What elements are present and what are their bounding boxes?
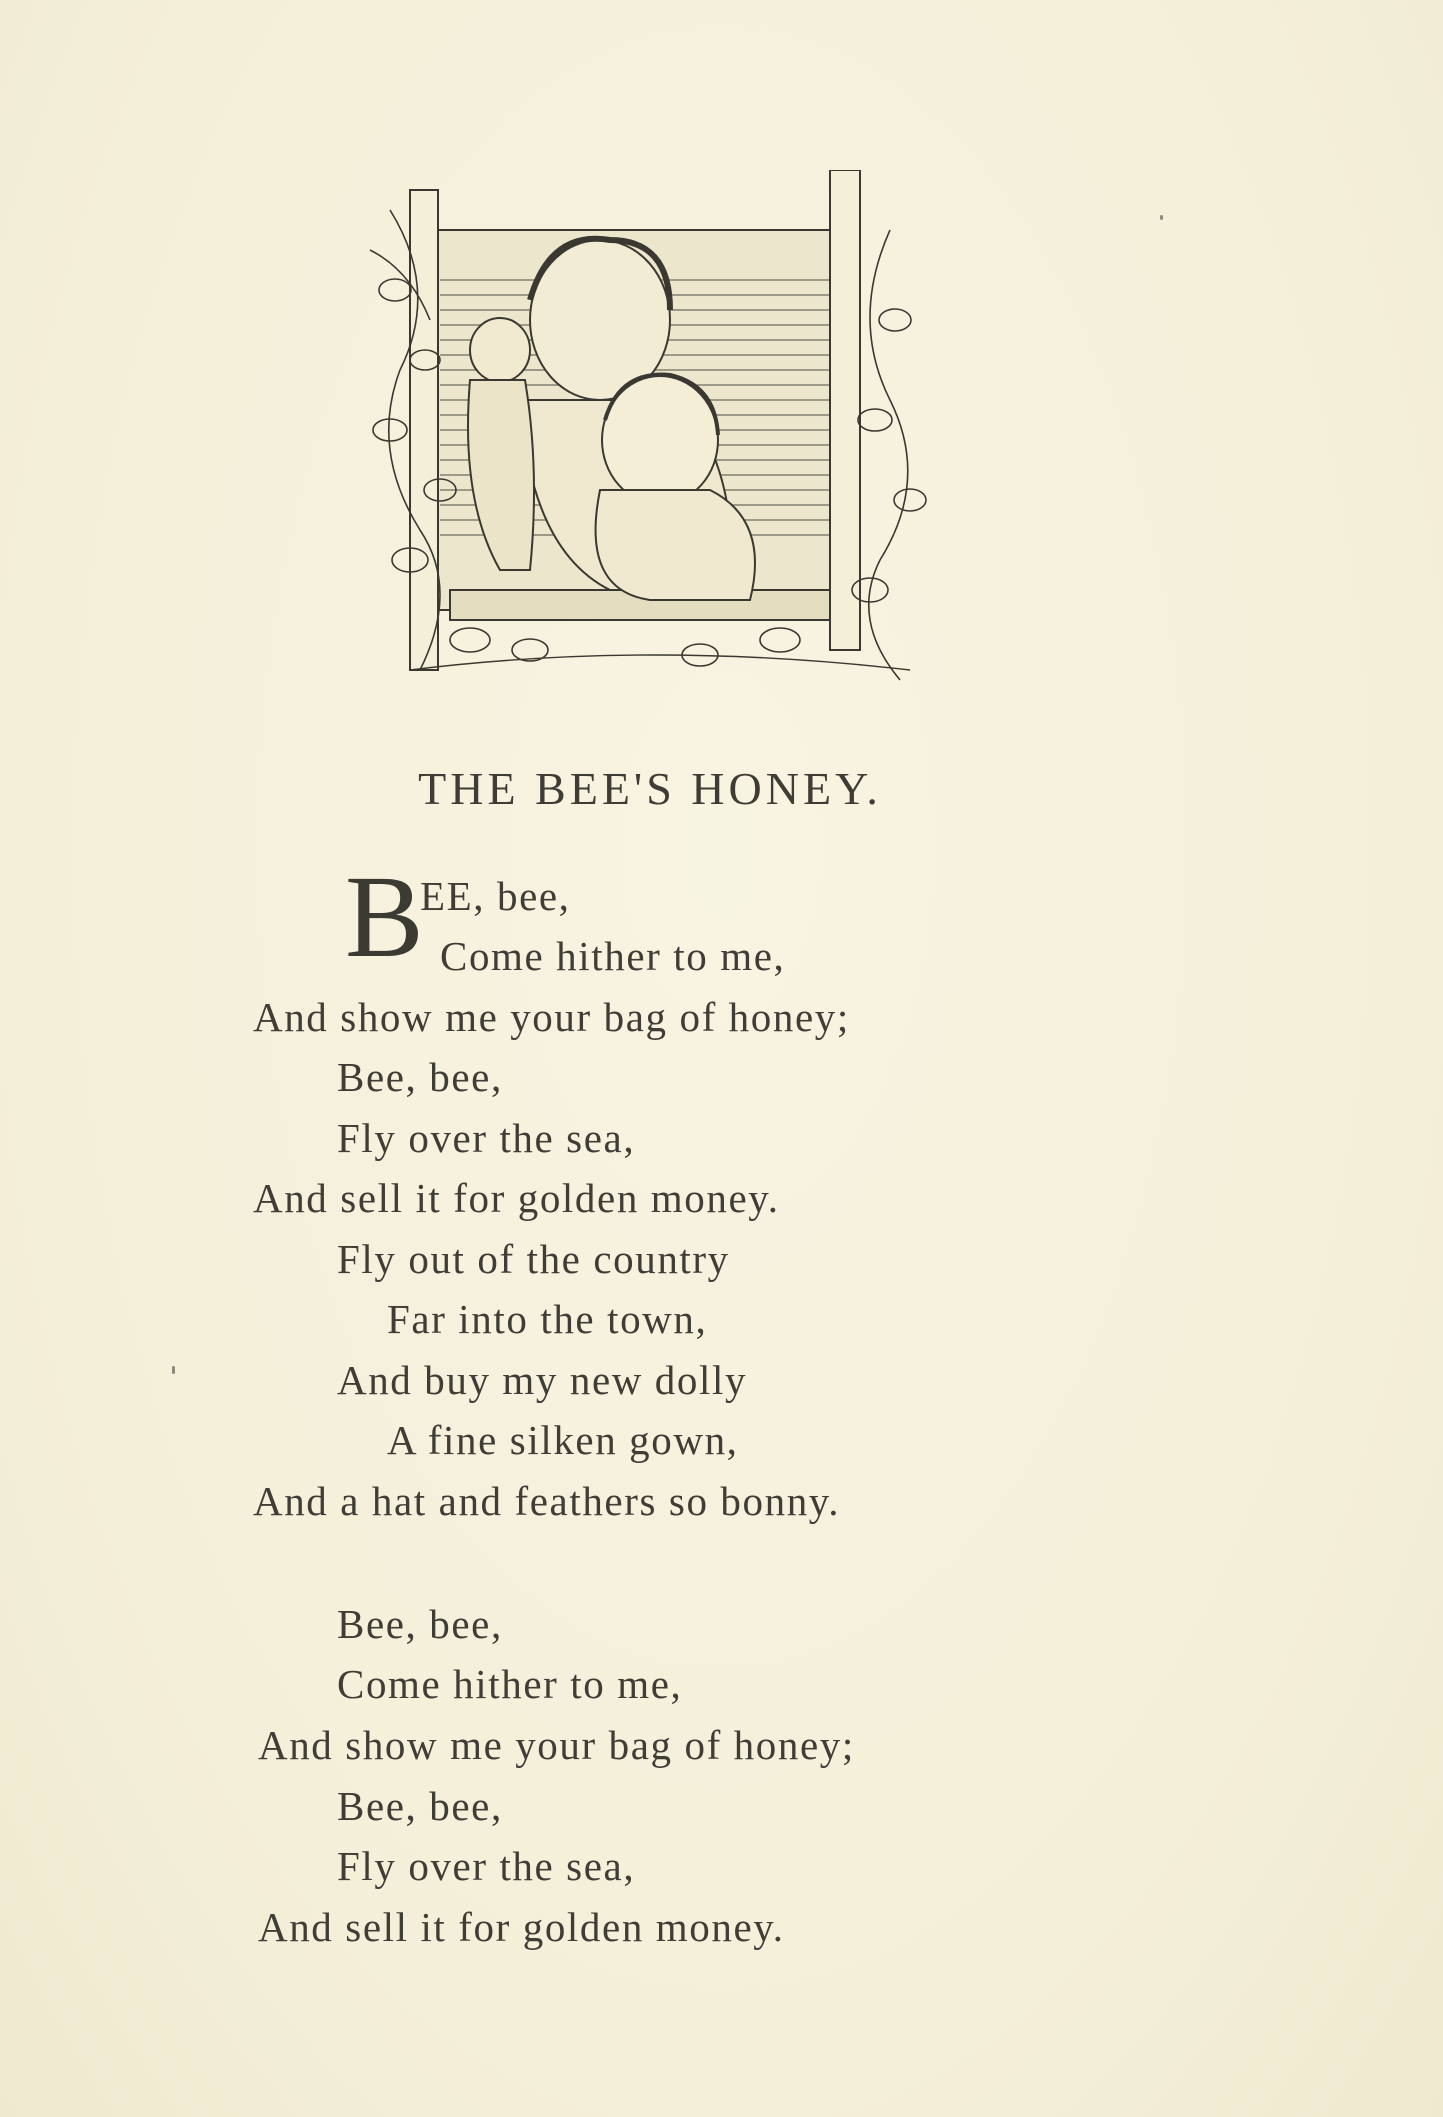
poem-title: THE BEE'S HONEY.: [418, 763, 882, 814]
poem-line: Bee, bee,: [337, 1783, 503, 1829]
paper-speck: [1160, 215, 1163, 220]
poem-line: And show me your bag of honey;: [253, 994, 850, 1040]
poem-line: Bee, bee,: [337, 1601, 503, 1647]
poem-line: Fly over the sea,: [337, 1115, 636, 1161]
poem-line: A fine silken gown,: [387, 1417, 739, 1463]
paper-speck: [172, 1366, 175, 1374]
poem-line: Come hither to me,: [440, 933, 786, 979]
poem-line: Fly out of the country: [337, 1236, 730, 1282]
poem-line: And show me your bag of honey;: [258, 1722, 855, 1768]
poem-line: Far into the town,: [387, 1296, 708, 1342]
poem-line: EE, bee,: [420, 873, 571, 919]
engraving-illustration: [350, 170, 950, 700]
poem-line: Bee, bee,: [337, 1054, 503, 1100]
poem-line: And sell it for golden money.: [258, 1904, 785, 1950]
poem-line: And a hat and feathers so bonny.: [253, 1478, 841, 1524]
poem-line: And buy my new dolly: [337, 1357, 748, 1403]
poem-line: Fly over the sea,: [337, 1843, 636, 1889]
poem-line: And sell it for golden money.: [253, 1175, 780, 1221]
poem-line: Come hither to me,: [337, 1661, 683, 1707]
drop-cap: B: [345, 851, 424, 982]
